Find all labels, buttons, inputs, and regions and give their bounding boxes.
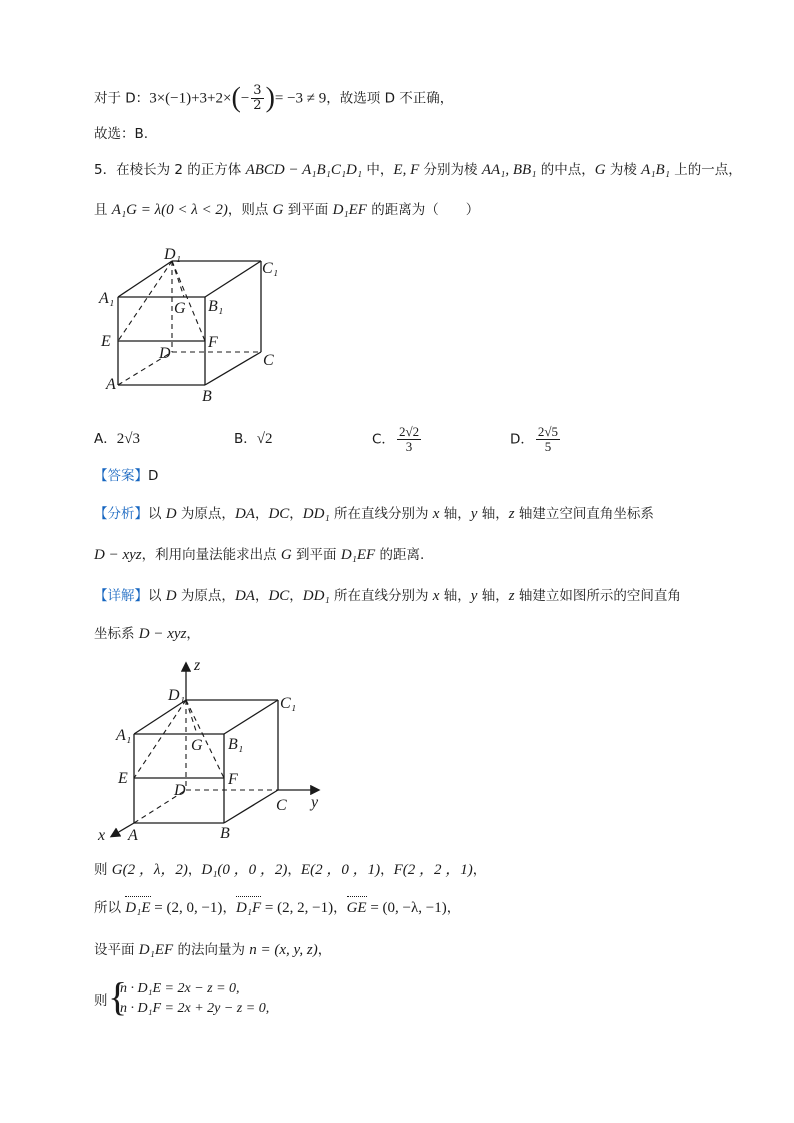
fraction: $\frac{3}{2}$ [253, 83, 262, 113]
normal-vector-line: 设平面 D₁EF 的法向量为 n = (x, y, z)， [94, 942, 332, 958]
label-c: C [276, 797, 287, 814]
cube-axes-figure [94, 652, 334, 847]
option-c[interactable]: C． $\frac{2√2}{3}$ [372, 424, 420, 454]
label-b1: B₁ [228, 736, 244, 753]
label-b: B [220, 825, 230, 842]
label-g: G [191, 737, 203, 754]
axis-z-label: z [194, 657, 201, 674]
label-g: G [174, 300, 186, 317]
label-f: F [228, 771, 238, 788]
axis-x-label: x [98, 827, 106, 844]
equation-row-2: n · D₁F = 2x + 2y − z = 0, [120, 1001, 270, 1016]
detail-line-2: 坐标系 D − xyz， [94, 626, 200, 642]
label-a1: A₁ [116, 727, 132, 744]
vectors-line: 所以 D₁E = (2, 0, −1)，D₁F = (2, 2, −1)，GE = (0, −λ, −1)， [94, 900, 461, 916]
question-5-line-2: 且 A₁G = λ(0 < λ < 2)，则点 G 到平面 D₁EF 的距离为（ ） [94, 202, 480, 218]
label-d1: D₁ [168, 687, 186, 704]
label-a1: A₁ [99, 290, 115, 307]
line-option-d-check: 对于 D：3×(−1)+3+2×(− $\frac{3}{2}$ )= −3 ≠ 9，故选项 D 不正确， [94, 82, 454, 114]
label-d: D [174, 782, 186, 799]
answer-tag: 【答案】 [94, 468, 148, 484]
option-a[interactable]: A．2√3 [94, 431, 140, 447]
detail-tag: 【详解】 [94, 588, 148, 604]
label-c1: C₁ [280, 695, 297, 712]
label-d: D [159, 345, 171, 362]
label-b: B [202, 388, 212, 405]
label-a: A [128, 827, 138, 844]
question-5-line-1: 5．在棱长为 2 的正方体 ABCD − A₁B₁C₁D₁ 中，E, F 分别为棱 AA₁, BB₁ 的中点，G 为棱 A₁B₁ 上的一点， [94, 162, 742, 178]
detail-line-1: 【详解】以 D 为原点，DA，DC，DD₁ 所在直线分别为 x 轴，y 轴，z 轴建立如图所示的空间直角 [94, 588, 681, 604]
answer-line: 【答案】D [94, 468, 159, 484]
label-a: A [106, 376, 116, 393]
label-c: C [263, 352, 274, 369]
answer-options [94, 425, 694, 465]
label-d1: D₁ [164, 246, 182, 263]
axis-y-label: y [311, 794, 319, 811]
label-b1: B₁ [208, 298, 224, 315]
line-choose-b: 故选：B. [94, 126, 149, 142]
option-d[interactable]: D． $\frac{2√5}{5}$ [510, 424, 559, 454]
cube-figure [96, 245, 296, 405]
label-e: E [118, 770, 128, 787]
equation-row-1: n · D₁E = 2x − z = 0, [120, 981, 240, 996]
label-e: E [101, 333, 111, 350]
label-c1: C₁ [262, 260, 279, 277]
option-b[interactable]: B．√2 [234, 431, 273, 447]
analysis-tag: 【分析】 [94, 506, 148, 522]
analysis-line-1: 【分析】以 D 为原点，DA，DC，DD₁ 所在直线分别为 x 轴，y 轴，z 轴建立空间直角坐标系 [94, 506, 654, 522]
analysis-line-2: D − xyz，利用向量法能求出点 G 到平面 D₁EF 的距离. [94, 547, 425, 563]
label-f: F [208, 334, 218, 351]
coordinates-line: 则 G(2 ，λ，2)，D₁(0 ，0 ，2)，E(2 ，0 ，1)，F(2 ，2 ，1)， [94, 862, 487, 878]
